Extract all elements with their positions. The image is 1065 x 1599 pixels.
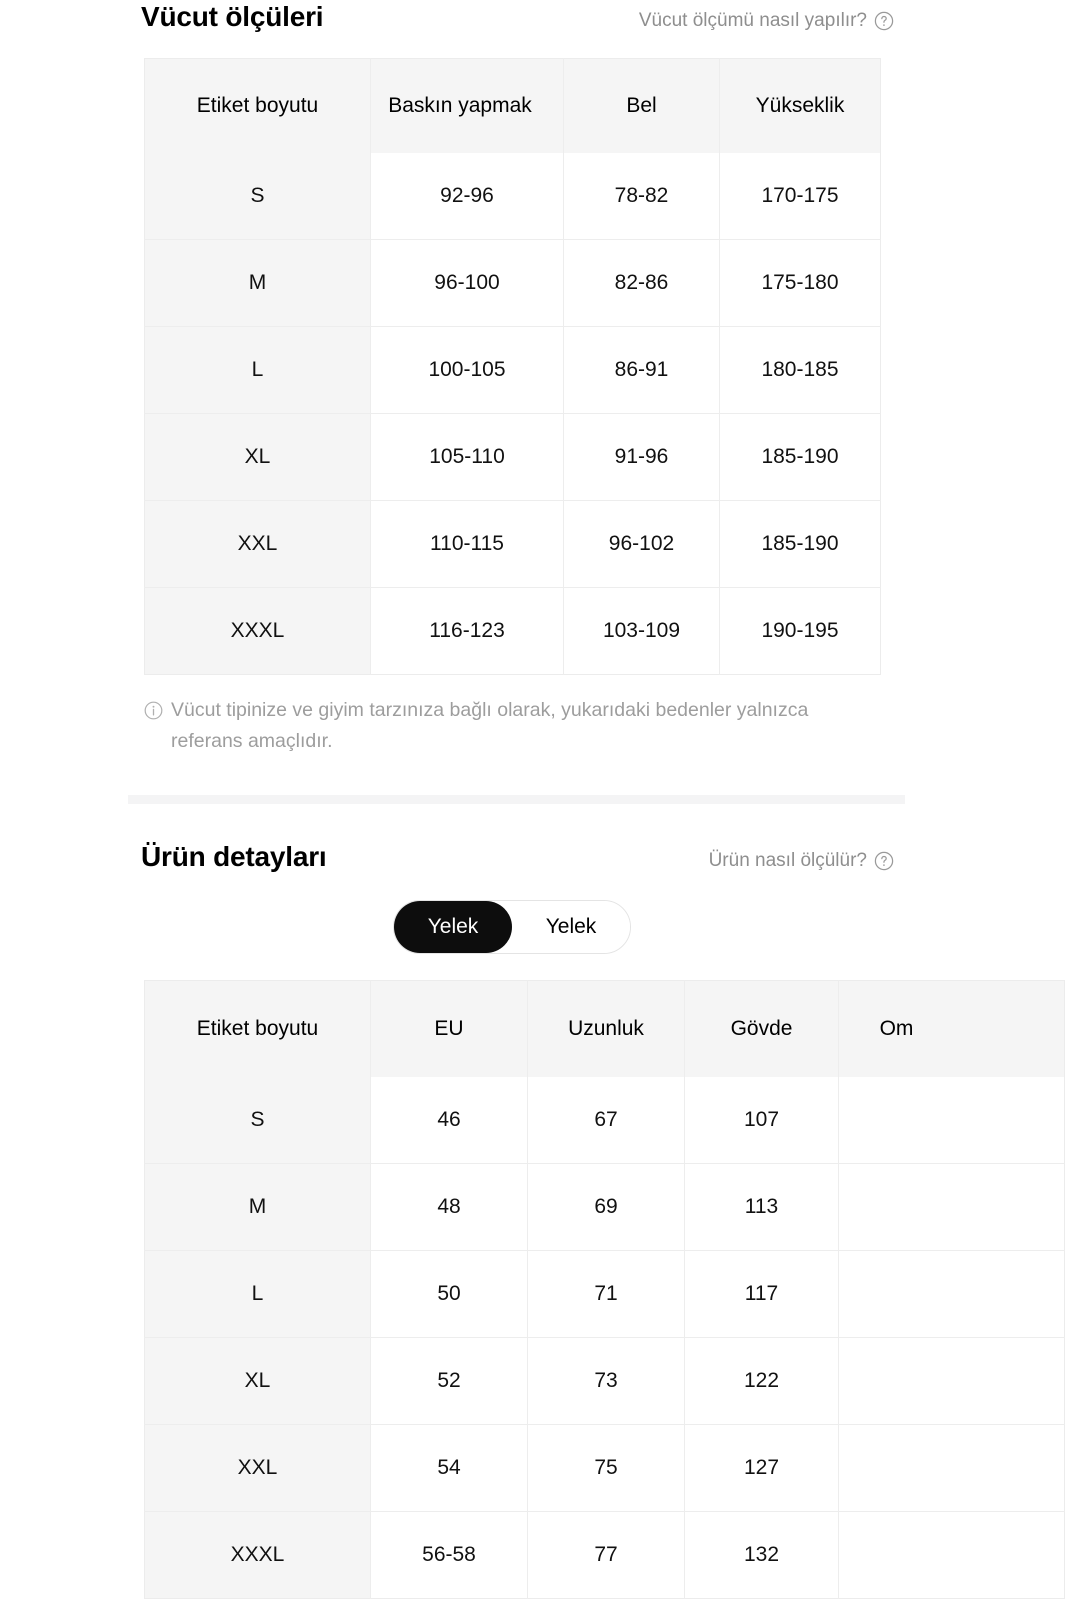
size-reference-note bbox=[0, 675, 1024, 757]
cell-length: 71 bbox=[528, 1251, 685, 1338]
column-header-shoulder: Om bbox=[839, 981, 1065, 1078]
cell-waist: 96-102 bbox=[564, 501, 720, 588]
cell-height: 185-190 bbox=[720, 414, 881, 501]
table-row bbox=[145, 1425, 1065, 1512]
cell-length: 73 bbox=[528, 1338, 685, 1425]
cell-eu: 50 bbox=[371, 1251, 528, 1338]
cell-shoulder bbox=[839, 1425, 1065, 1512]
cell-waist: 86-91 bbox=[564, 327, 720, 414]
product-details-table-wrap bbox=[0, 954, 1024, 1599]
table-row bbox=[145, 1164, 1065, 1251]
product-measure-help-label: Ürün nasıl ölçülür? bbox=[708, 850, 867, 871]
table-row bbox=[145, 501, 881, 588]
body-measurements-header bbox=[0, 0, 1024, 34]
cell-chest: 110-115 bbox=[371, 501, 564, 588]
cell-size: XL bbox=[145, 1338, 371, 1425]
toggle-option-2[interactable]: Yelek bbox=[512, 901, 630, 953]
column-header-waist: Bel bbox=[564, 59, 720, 154]
cell-length: 69 bbox=[528, 1164, 685, 1251]
cell-waist: 91-96 bbox=[564, 414, 720, 501]
table-row bbox=[145, 1077, 1065, 1164]
column-header-label-size: Etiket boyutu bbox=[145, 981, 371, 1078]
body-measurements-table-wrap bbox=[0, 34, 1024, 675]
cell-size: S bbox=[145, 1077, 371, 1164]
body-measure-help-link[interactable] bbox=[639, 9, 894, 33]
cell-chest: 96-100 bbox=[371, 240, 564, 327]
cell-size: XXXL bbox=[145, 1512, 371, 1599]
product-type-toggle-row bbox=[0, 874, 1024, 954]
cell-length: 77 bbox=[528, 1512, 685, 1599]
cell-size: M bbox=[145, 1164, 371, 1251]
cell-height: 175-180 bbox=[720, 240, 881, 327]
cell-size: M bbox=[145, 240, 371, 327]
cell-height: 185-190 bbox=[720, 501, 881, 588]
table-row bbox=[145, 153, 881, 240]
body-measurements-table bbox=[144, 58, 881, 675]
cell-size: XL bbox=[145, 414, 371, 501]
column-header-body: Gövde bbox=[685, 981, 839, 1078]
cell-eu: 52 bbox=[371, 1338, 528, 1425]
cell-length: 67 bbox=[528, 1077, 685, 1164]
cell-body: 107 bbox=[685, 1077, 839, 1164]
product-measure-help-link[interactable] bbox=[709, 849, 894, 873]
cell-shoulder bbox=[839, 1251, 1065, 1338]
cell-eu: 54 bbox=[371, 1425, 528, 1512]
note-text: Vücut tipinize ve giyim tarzınıza bağlı olarak, yukarıdaki bedenler yalnızca referans amaçlıdır. bbox=[171, 699, 809, 752]
cell-size: L bbox=[145, 1251, 371, 1338]
cell-chest: 100-105 bbox=[371, 327, 564, 414]
cell-chest: 116-123 bbox=[371, 588, 564, 675]
info-circle-icon bbox=[144, 701, 163, 720]
toggle-option-1[interactable]: Yelek bbox=[394, 901, 512, 953]
cell-waist: 82-86 bbox=[564, 240, 720, 327]
product-details-header bbox=[0, 804, 1024, 874]
cell-eu: 56-58 bbox=[371, 1512, 528, 1599]
cell-shoulder bbox=[839, 1512, 1065, 1599]
cell-eu: 48 bbox=[371, 1164, 528, 1251]
cell-height: 170-175 bbox=[720, 153, 881, 240]
table-header-row bbox=[145, 59, 881, 154]
column-header-label-size: Etiket boyutu bbox=[145, 59, 371, 154]
cell-body: 122 bbox=[685, 1338, 839, 1425]
table-row bbox=[145, 240, 881, 327]
cell-body: 117 bbox=[685, 1251, 839, 1338]
cell-shoulder bbox=[839, 1164, 1065, 1251]
column-header-length: Uzunluk bbox=[528, 981, 685, 1078]
section-divider bbox=[128, 795, 905, 804]
question-circle-icon[interactable] bbox=[874, 11, 894, 31]
cell-size: XXXL bbox=[145, 588, 371, 675]
cell-waist: 103-109 bbox=[564, 588, 720, 675]
cell-shoulder bbox=[839, 1338, 1065, 1425]
question-circle-icon[interactable] bbox=[874, 851, 894, 871]
column-header-height: Yükseklik bbox=[720, 59, 881, 154]
cell-shoulder bbox=[839, 1077, 1065, 1164]
cell-size: XXL bbox=[145, 501, 371, 588]
body-measure-help-label: Vücut ölçümü nasıl yapılır? bbox=[638, 10, 867, 31]
table-row bbox=[145, 1251, 1065, 1338]
table-row bbox=[145, 588, 881, 675]
cell-eu: 46 bbox=[371, 1077, 528, 1164]
table-row bbox=[145, 327, 881, 414]
cell-size: L bbox=[145, 327, 371, 414]
column-header-eu: EU bbox=[371, 981, 528, 1078]
page-title: Vücut ölçüleri bbox=[141, 1, 324, 32]
table-header-row bbox=[145, 981, 1065, 1078]
cell-chest: 105-110 bbox=[371, 414, 564, 501]
cell-waist: 78-82 bbox=[564, 153, 720, 240]
cell-body: 132 bbox=[685, 1512, 839, 1599]
cell-length: 75 bbox=[528, 1425, 685, 1512]
cell-body: 127 bbox=[685, 1425, 839, 1512]
cell-chest: 92-96 bbox=[371, 153, 564, 240]
product-details-title: Ürün detayları bbox=[141, 841, 327, 872]
product-type-toggle[interactable] bbox=[393, 900, 631, 954]
table-row bbox=[145, 1512, 1065, 1599]
column-header-chest: Baskın yapmak bbox=[371, 59, 564, 154]
cell-height: 190-195 bbox=[720, 588, 881, 675]
table-row bbox=[145, 414, 881, 501]
product-details-table bbox=[144, 980, 1065, 1599]
table-row bbox=[145, 1338, 1065, 1425]
cell-size: XXL bbox=[145, 1425, 371, 1512]
cell-height: 180-185 bbox=[720, 327, 881, 414]
cell-size: S bbox=[145, 153, 371, 240]
cell-body: 113 bbox=[685, 1164, 839, 1251]
